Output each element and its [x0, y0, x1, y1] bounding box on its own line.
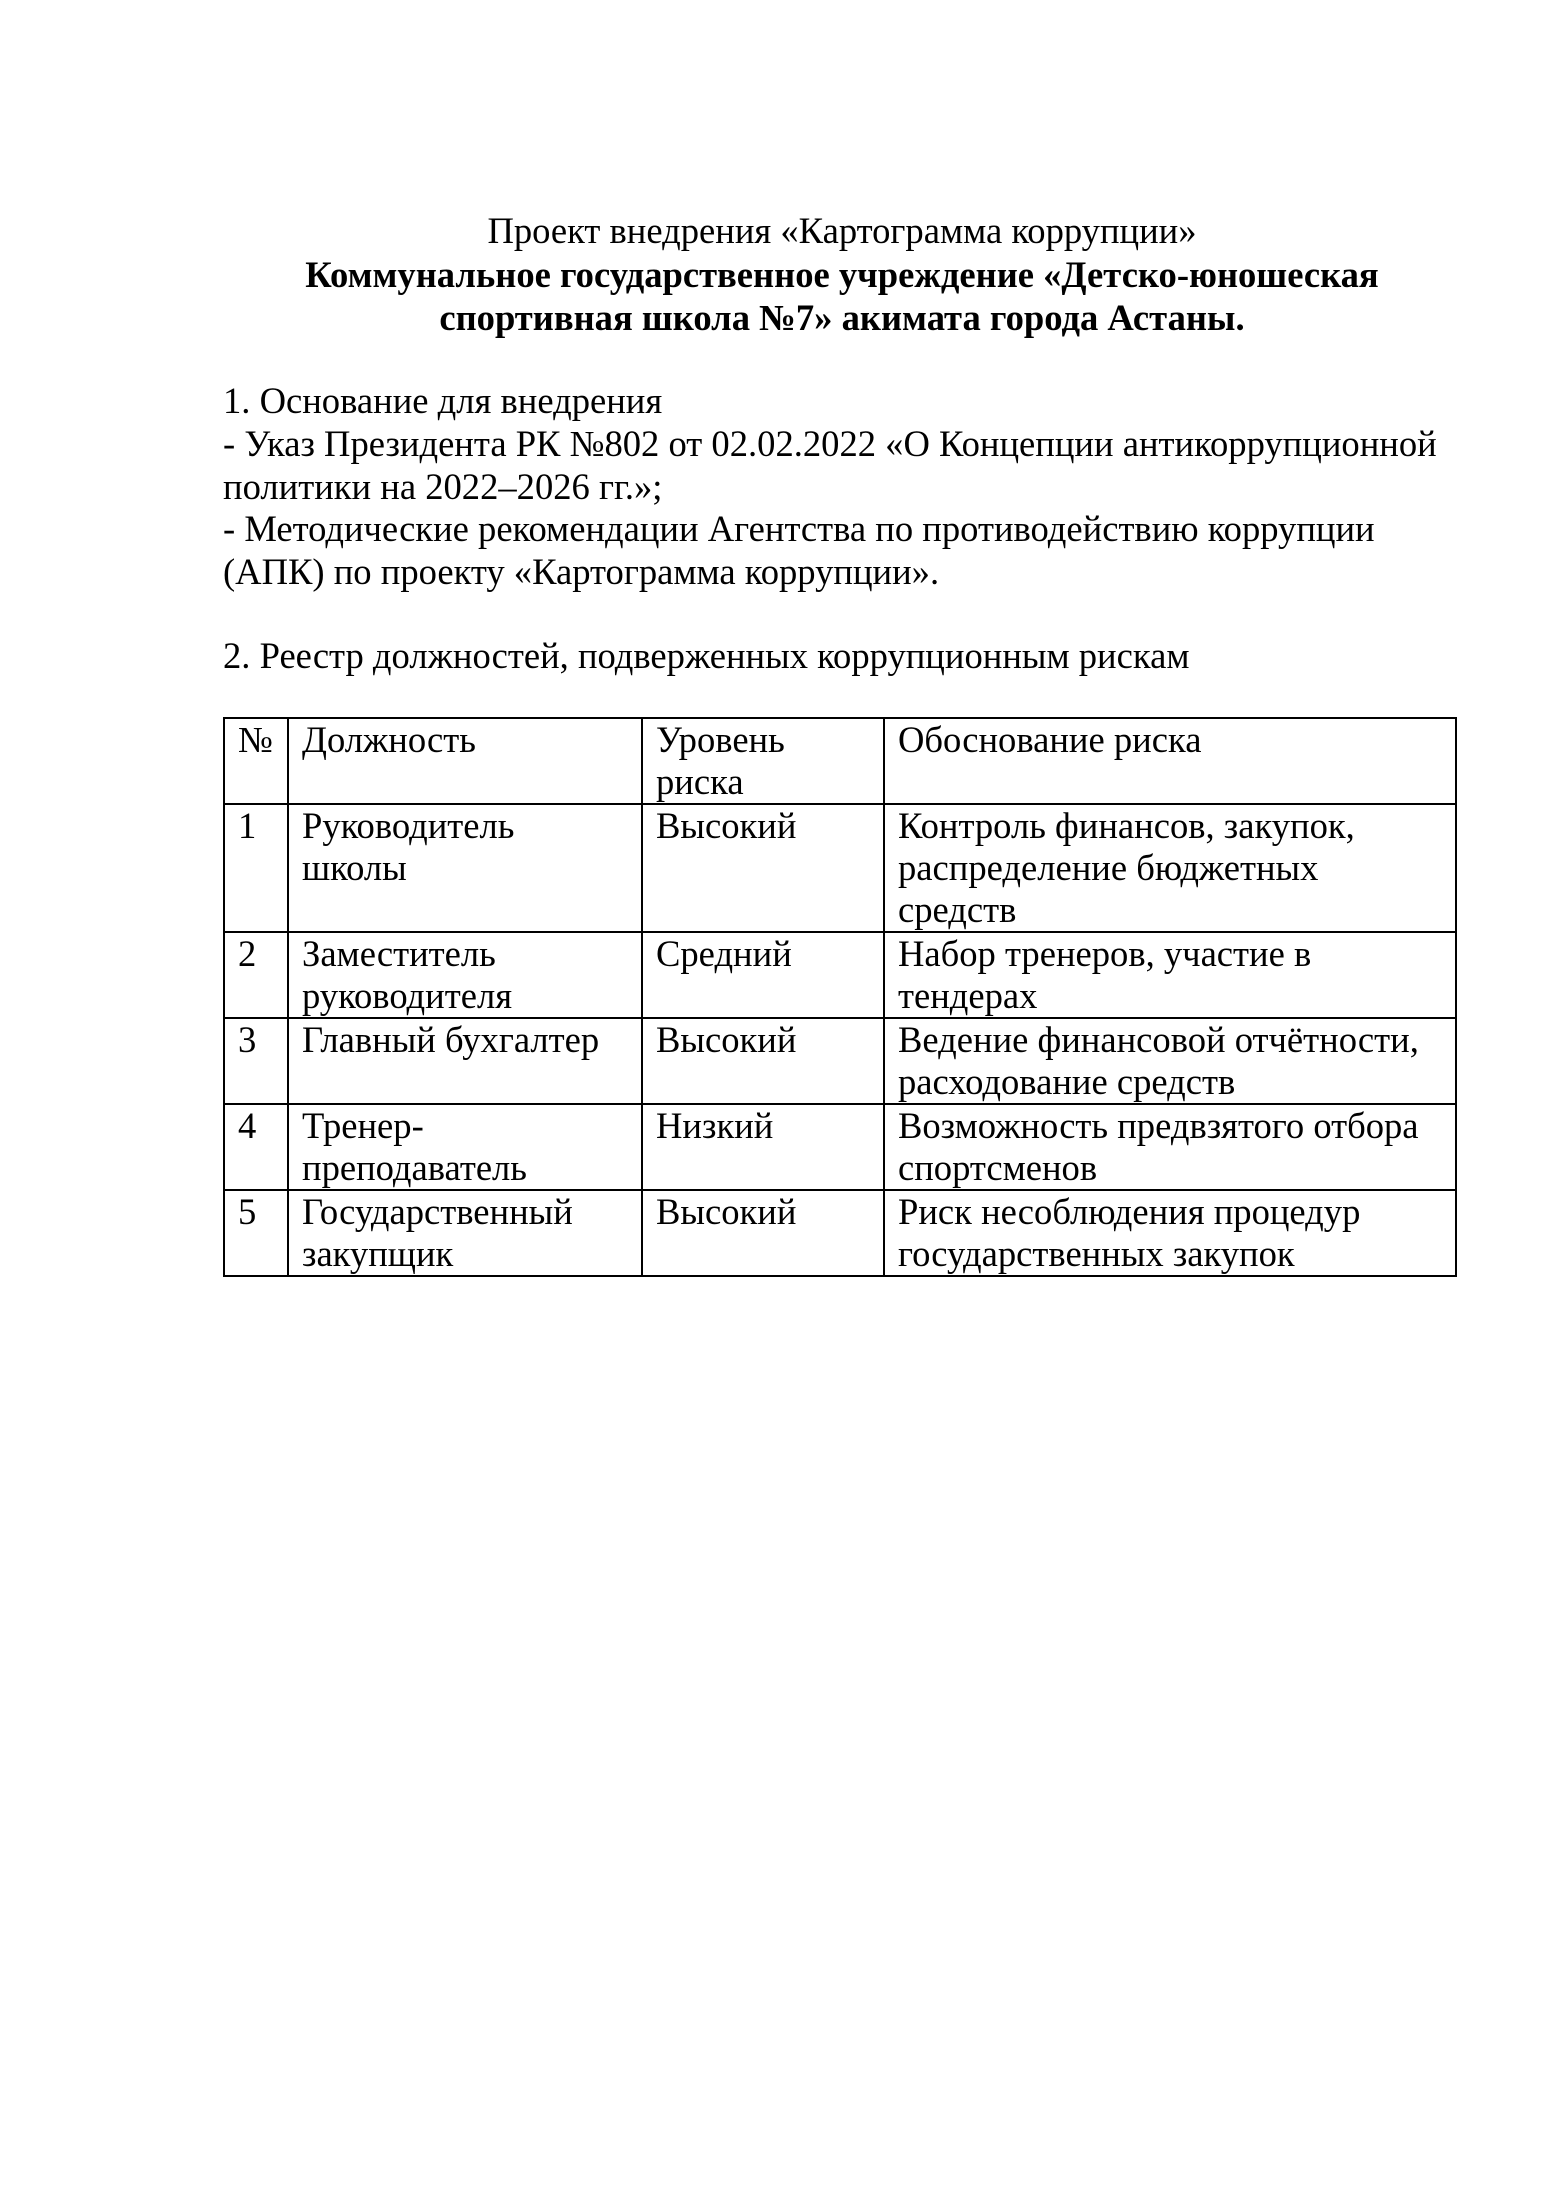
column-header-risk-level: Уровень риска [642, 718, 884, 804]
risk-justification-cell: Возможность предвзятого отбора спортсменов [884, 1104, 1456, 1190]
table-row [224, 1104, 1456, 1190]
document-title: Проект внедрения «Картограмма коррупции» [487, 210, 1197, 251]
section-registry-heading: 2. Реестр должностей, подверженных коррупционным рискам [223, 635, 1190, 676]
section-basis [223, 380, 1461, 594]
organization-name: Коммунальное государственное учреждение «Детско-юношеская спортивная школа №7» акимата города Астаны. [305, 253, 1379, 338]
table-row [224, 932, 1456, 1018]
position-cell: Государственный закупщик [288, 1190, 642, 1276]
risk-level-cell: Высокий [642, 1018, 884, 1104]
position-cell: Заместитель руководителя [288, 932, 642, 1018]
risk-registry-table [223, 717, 1457, 1277]
section-registry [223, 635, 1461, 678]
row-number-cell: 2 [224, 932, 288, 1018]
column-header-risk-justification: Обоснование риска [884, 718, 1456, 804]
position-cell: Руководитель школы [288, 804, 642, 932]
row-number-cell: 5 [224, 1190, 288, 1276]
basis-item-recommendations: - Методические рекомендации Агентства по противодействию коррупции (АПК) по проекту «Картограмма коррупции». [223, 508, 1375, 593]
column-header-number: № [224, 718, 288, 804]
row-number-cell: 4 [224, 1104, 288, 1190]
risk-level-cell: Низкий [642, 1104, 884, 1190]
risk-justification-cell: Контроль финансов, закупок, распределение бюджетных средств [884, 804, 1456, 932]
risk-level-cell: Высокий [642, 804, 884, 932]
table-row [224, 1018, 1456, 1104]
document-title-block [223, 209, 1461, 340]
section-basis-heading: 1. Основание для внедрения [223, 380, 663, 421]
position-cell: Главный бухгалтер [288, 1018, 642, 1104]
basis-item-decree: - Указ Президента РК №802 от 02.02.2022 «О Концепции антикоррупционной политики на 2022–2026 гг.»; [223, 422, 1437, 507]
risk-level-cell: Средний [642, 932, 884, 1018]
position-cell: Тренер- преподаватель [288, 1104, 642, 1190]
risk-justification-cell: Набор тренеров, участие в тендерах [884, 932, 1456, 1018]
risk-justification-cell: Ведение финансовой отчётности, расходование средств [884, 1018, 1456, 1104]
risk-level-cell: Высокий [642, 1190, 884, 1276]
table-row [224, 804, 1456, 932]
table-header-row [224, 718, 1456, 804]
risk-justification-cell: Риск несоблюдения процедур государственных закупок [884, 1190, 1456, 1276]
column-header-position: Должность [288, 718, 642, 804]
table-row [224, 1190, 1456, 1276]
row-number-cell: 1 [224, 804, 288, 932]
row-number-cell: 3 [224, 1018, 288, 1104]
